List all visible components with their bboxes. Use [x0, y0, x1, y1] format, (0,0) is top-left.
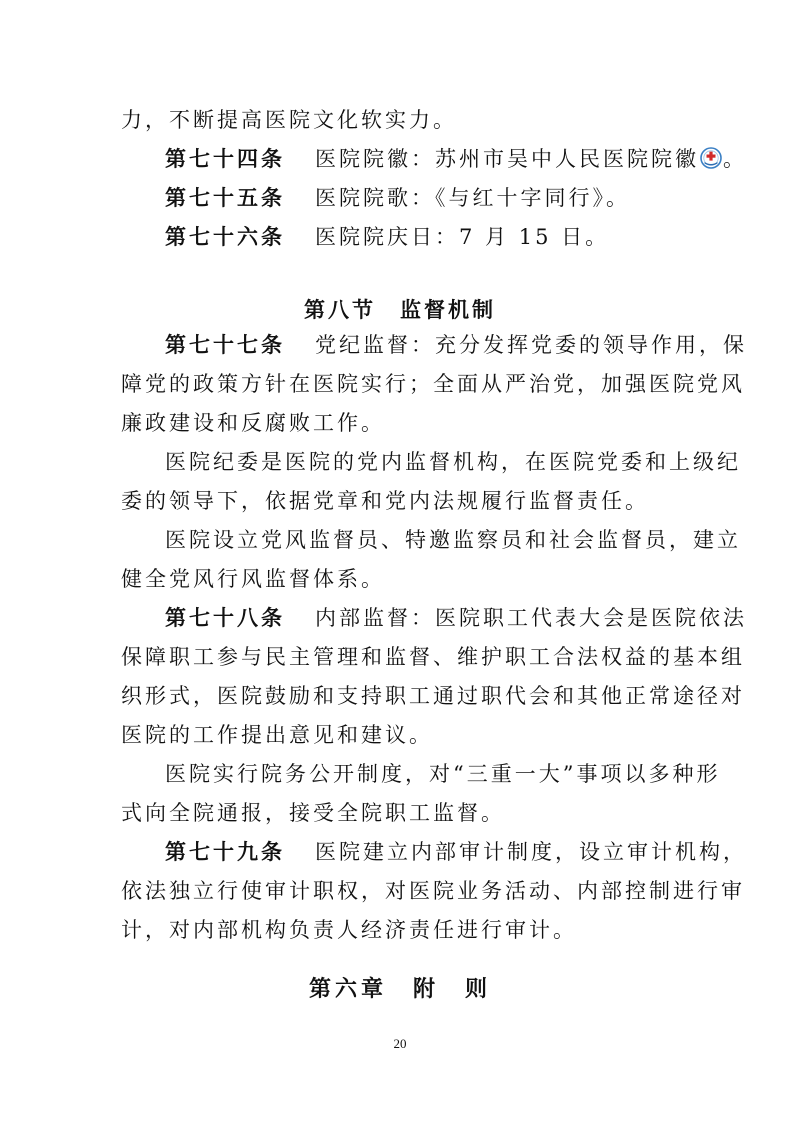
article-number: 第七十七条: [165, 332, 285, 357]
article-77: [165, 333, 747, 357]
text-line: [121, 372, 745, 396]
text-line: [121, 684, 745, 708]
article-text: 医院院徽：苏州市吴中人民医院院徽: [315, 147, 699, 171]
article-text: 医院院庆日：7 月 15 日。: [315, 225, 610, 249]
article-text: 计，对内部机构负责人经济责任进行审计。: [121, 918, 577, 942]
article-text: 医院的工作提出意见和建议。: [121, 723, 433, 747]
article-text: 保障职工参与民主管理和监督、维护职工合法权益的基本组: [121, 645, 745, 669]
text-line: [121, 879, 745, 903]
text-line: [121, 411, 385, 435]
article-78: [165, 606, 747, 630]
paragraph-text: 委的领导下，依据党章和党内法规履行监督责任。: [121, 489, 649, 513]
article-74: [165, 147, 747, 171]
paragraph-continuation: 力，不断提高医院文化软实力。: [121, 108, 457, 132]
article-text: 医院建立内部审计制度，设立审计机构，: [315, 840, 747, 864]
paragraph: [165, 450, 741, 474]
paragraph: [165, 762, 720, 786]
article-text: 医院院歌：《与红十字同行》。: [315, 186, 630, 210]
text-line: [121, 567, 385, 591]
text-line: [121, 645, 745, 669]
article-text: 依法独立行使审计职权，对医院业务活动、内部控制进行审: [121, 879, 745, 903]
article-text: 内部监督：医院职工代表大会是医院依法: [315, 606, 747, 630]
paragraph-text: 医院设立党风监督员、特邀监察员和社会监督员，建立: [165, 528, 741, 552]
article-75: [165, 186, 630, 210]
paragraph: [165, 528, 741, 552]
article-text: 织形式，医院鼓励和支持职工通过职代会和其他正常途径对: [121, 684, 745, 708]
section-heading: 第八节 监督机制: [304, 297, 496, 322]
paragraph-text: 医院实行院务公开制度，对“三重一大”事项以多种形: [165, 762, 721, 786]
article-number: 第七十九条: [165, 839, 285, 864]
paragraph-text: 式向全院通报，接受全院职工监督。: [121, 801, 505, 825]
text-line: [121, 723, 433, 747]
text-line: [121, 108, 457, 132]
paragraph-text: 医院纪委是医院的党内监督机构，在医院党委和上级纪: [165, 450, 741, 474]
text-line: [121, 918, 577, 942]
article-79: [165, 840, 747, 864]
page-number: 20: [393, 1036, 407, 1051]
article-text: 廉政建设和反腐败工作。: [121, 411, 385, 435]
article-text-tail: 。: [723, 147, 747, 171]
article-text: 党纪监督：充分发挥党委的领导作用，保: [315, 333, 747, 357]
article-number: 第七十八条: [165, 605, 285, 630]
article-number: 第七十五条: [165, 185, 285, 210]
article-number: 第七十六条: [165, 224, 285, 249]
article-text: 障党的政策方针在医院实行；全面从严治党，加强医院党风: [121, 372, 745, 396]
hospital-emblem-icon: [700, 147, 722, 169]
text-line: [121, 801, 505, 825]
text-line: [121, 489, 649, 513]
article-number: 第七十四条: [165, 146, 285, 171]
paragraph-text: 健全党风行风监督体系。: [121, 567, 385, 591]
article-76: [165, 225, 609, 249]
chapter-heading: 第六章 附 则: [308, 976, 491, 1002]
